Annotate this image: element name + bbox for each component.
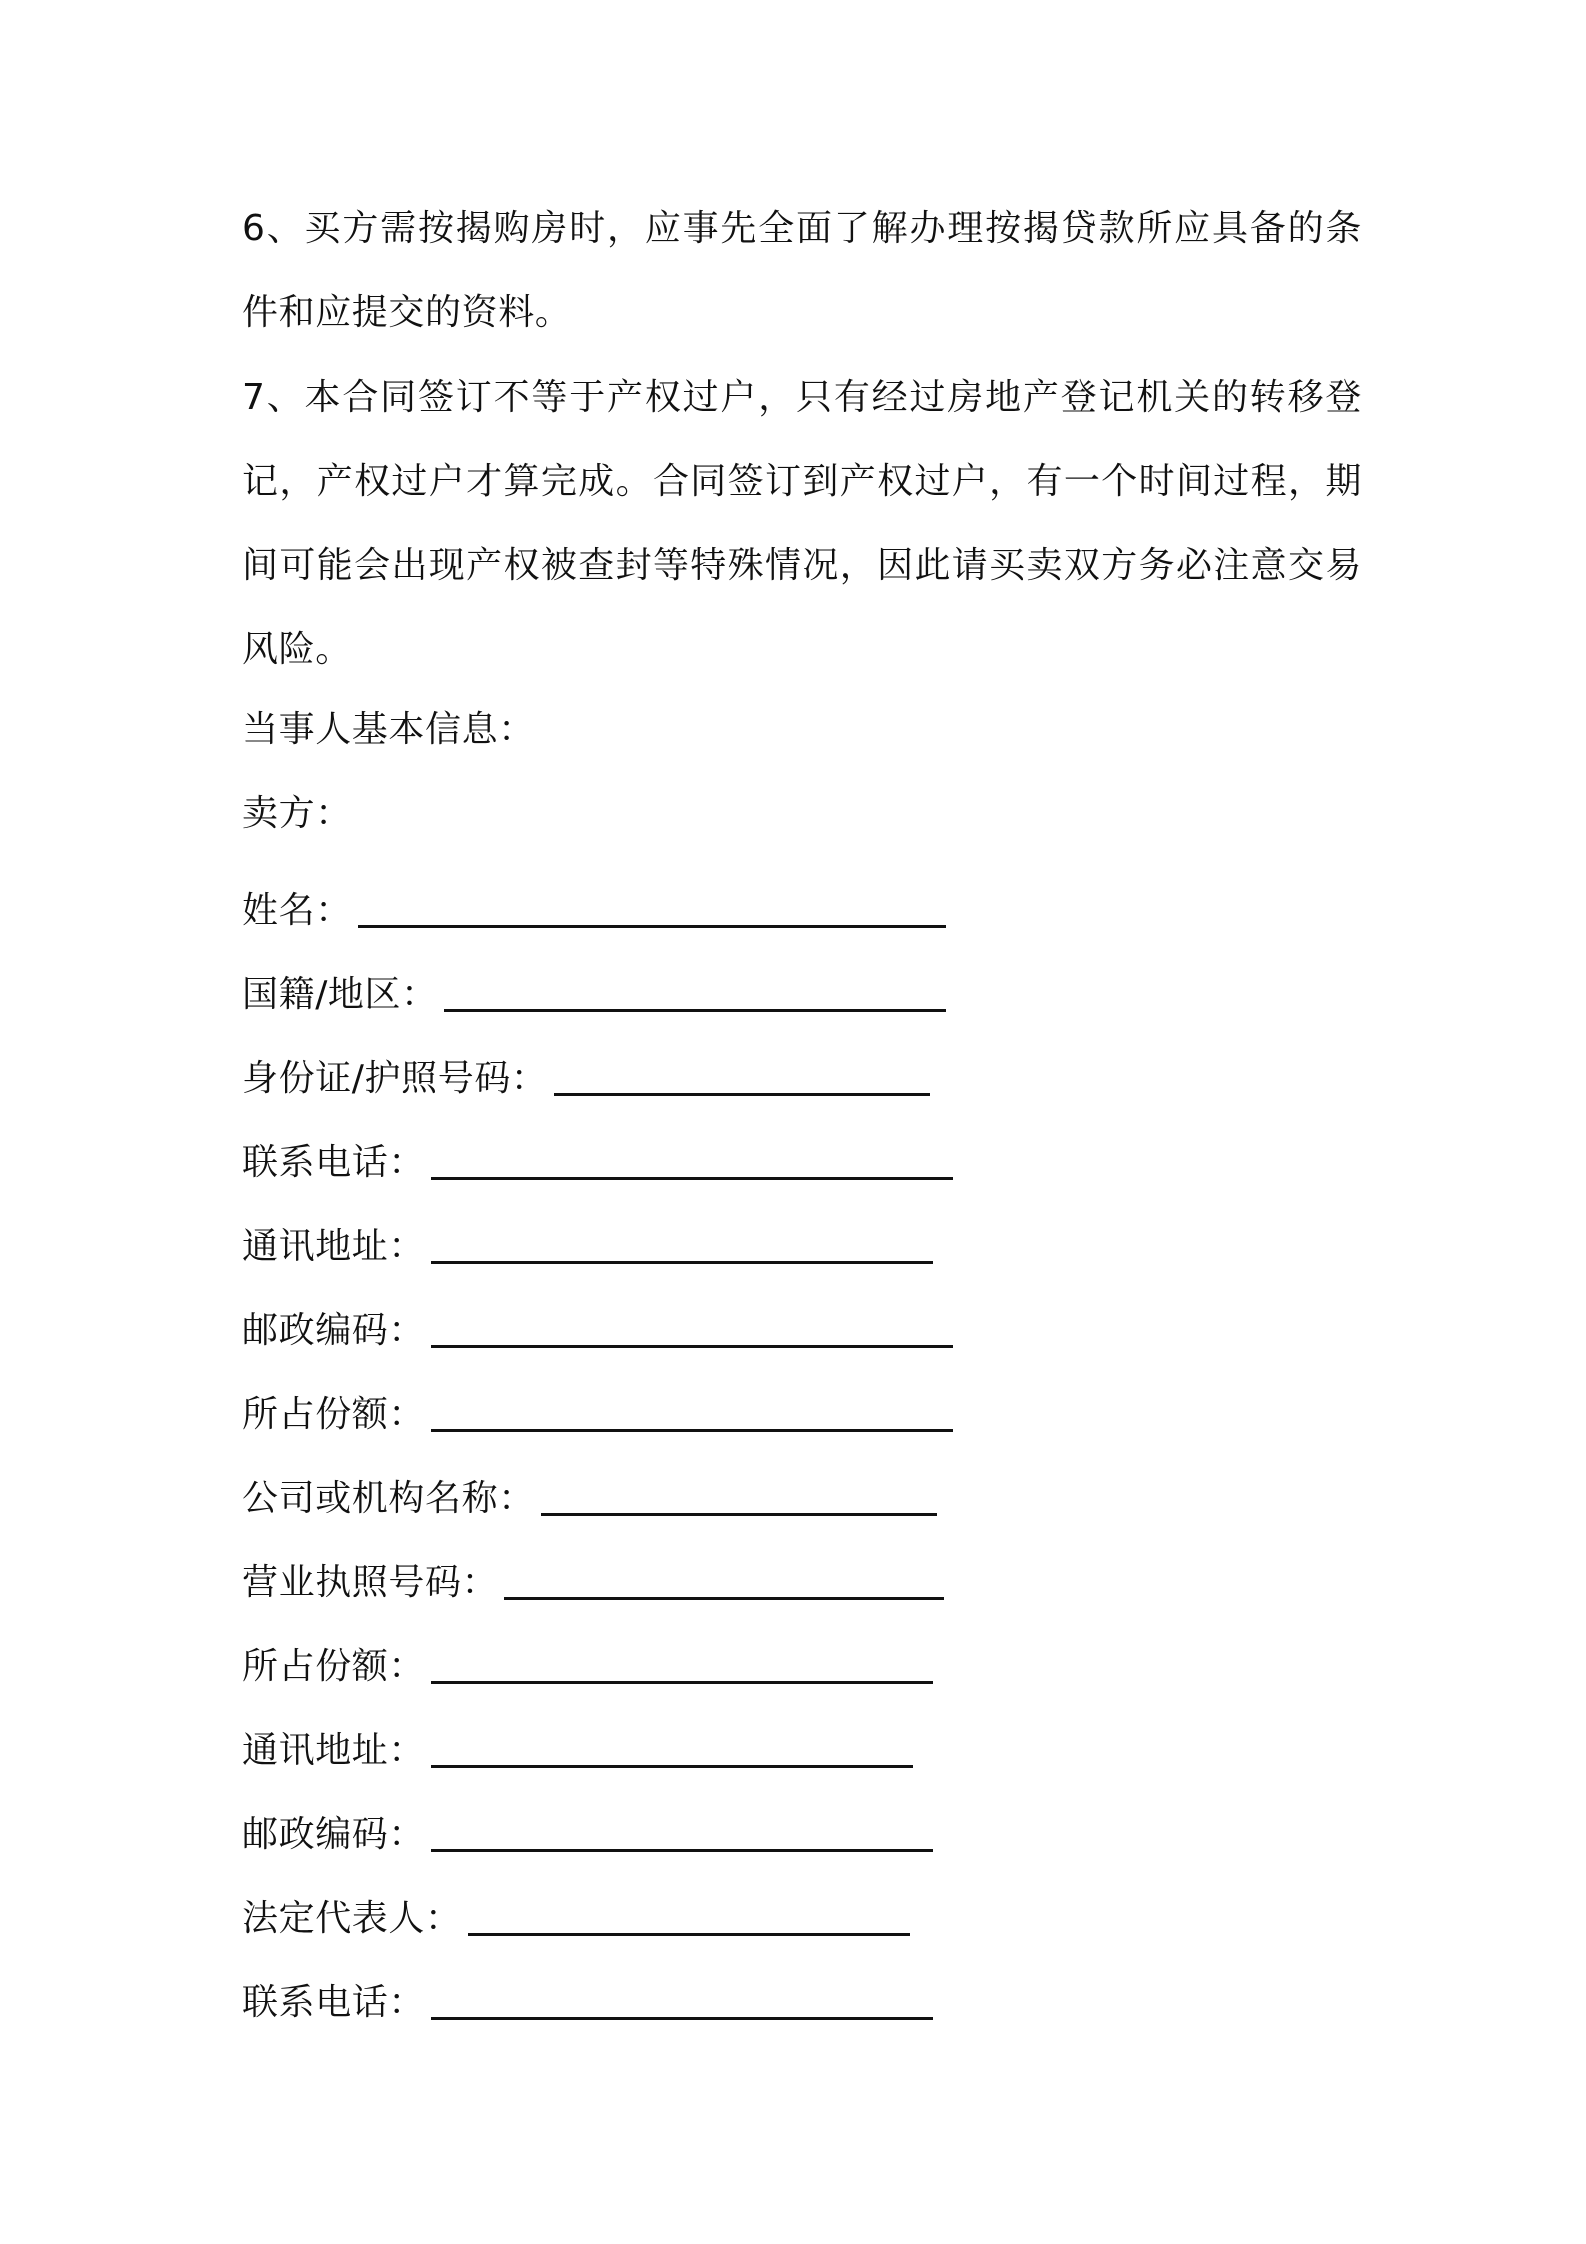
field-postcode-company: [242, 1806, 933, 1856]
field-id-number: [242, 1050, 930, 1100]
field-label: 联系电话：: [242, 1981, 426, 2023]
seller-heading: 卖方：: [242, 793, 352, 834]
field-share: [242, 1386, 953, 1436]
field-label: 法定代表人：: [242, 1897, 462, 1939]
field-nationality: [242, 966, 946, 1016]
field-label: 姓名：: [242, 889, 352, 931]
clause-7: 7、本合同签订不等于产权过户，只有经过房地产登记机关的转移登记，产权过户才算完成。合同签订到产权过户，有一个时间过程，期间可能会出现产权被查封等特殊情况，因此请买卖双方务必注意交易风险。: [242, 377, 1362, 670]
field-label: 所占份额：: [242, 1393, 426, 1435]
field-address-company: [242, 1722, 913, 1772]
blank-line[interactable]: [554, 1059, 930, 1096]
field-share-company: [242, 1638, 933, 1688]
blank-line[interactable]: [541, 1479, 937, 1516]
field-phone-company: [242, 1974, 933, 2024]
field-label: 国籍/地区：: [242, 973, 438, 1015]
clause-6: 6、买方需按揭购房时，应事先全面了解办理按揭贷款所应具备的条件和应提交的资料。: [242, 208, 1362, 333]
field-label: 通讯地址：: [242, 1225, 426, 1267]
blank-line[interactable]: [431, 1395, 953, 1432]
blank-line[interactable]: [504, 1563, 944, 1600]
field-address: [242, 1218, 933, 1268]
blank-line[interactable]: [444, 975, 946, 1012]
field-label: 公司或机构名称：: [242, 1477, 535, 1519]
field-phone: [242, 1134, 953, 1184]
field-label: 所占份额：: [242, 1645, 426, 1687]
blank-line[interactable]: [431, 1815, 933, 1852]
blank-line[interactable]: [431, 1731, 913, 1768]
blank-line[interactable]: [431, 1311, 953, 1348]
field-name: [242, 882, 946, 932]
party-info-heading: 当事人基本信息：: [242, 709, 535, 750]
field-label: 邮政编码：: [242, 1309, 426, 1351]
field-company-name: [242, 1470, 937, 1520]
field-business-license: [242, 1554, 944, 1604]
blank-line[interactable]: [468, 1899, 910, 1936]
blank-line[interactable]: [431, 1227, 933, 1264]
field-label: 邮政编码：: [242, 1813, 426, 1855]
field-label: 联系电话：: [242, 1141, 426, 1183]
field-postcode: [242, 1302, 953, 1352]
blank-line[interactable]: [431, 1983, 933, 2020]
blank-line[interactable]: [431, 1647, 933, 1684]
blank-line[interactable]: [358, 891, 946, 928]
field-label: 营业执照号码：: [242, 1561, 499, 1603]
field-label: 身份证/护照号码：: [242, 1057, 548, 1099]
field-label: 通讯地址：: [242, 1729, 426, 1771]
blank-line[interactable]: [431, 1143, 953, 1180]
field-legal-representative: [242, 1890, 910, 1940]
